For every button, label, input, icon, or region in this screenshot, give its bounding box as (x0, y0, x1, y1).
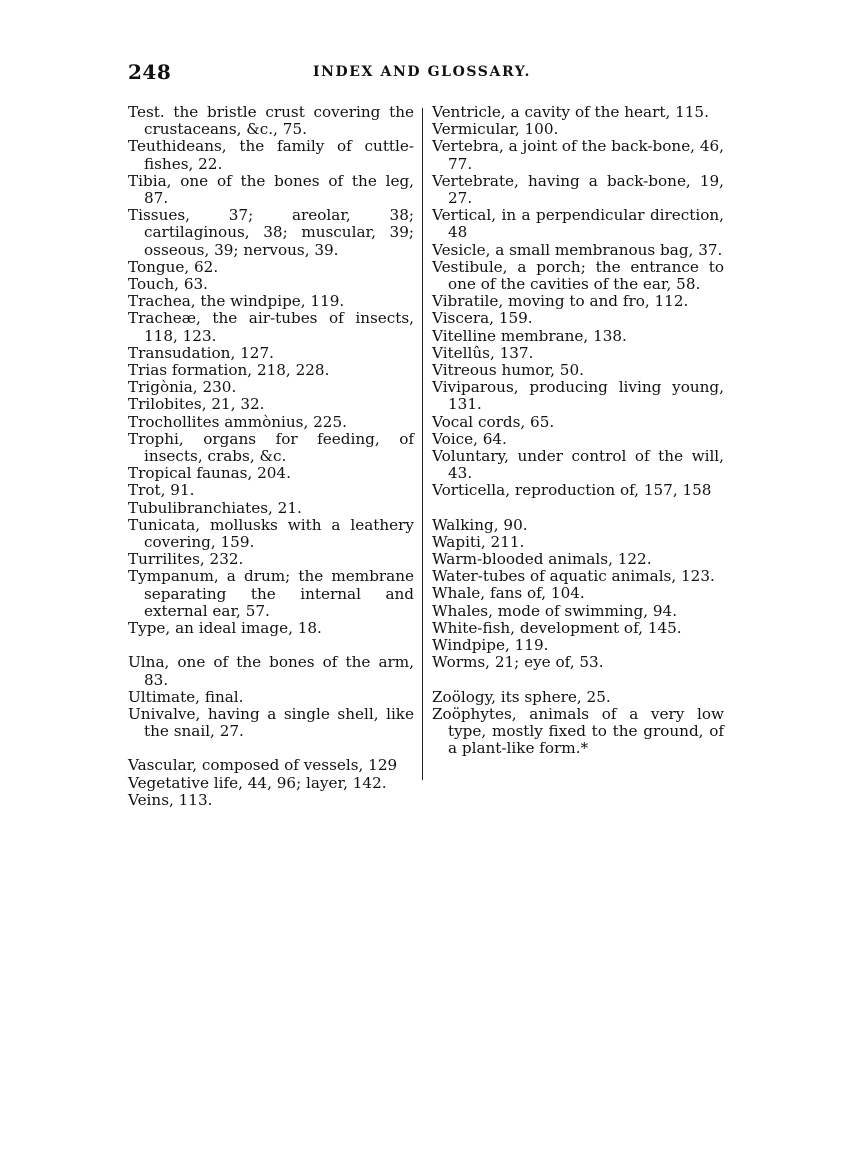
index-entry: Tropical faunas, 204. (128, 464, 291, 483)
index-entry: Tubulibranchiates, 21. (128, 498, 302, 517)
index-entry: Tracheæ, the air-tubes of insects, 118, 123. (128, 309, 414, 345)
index-entry: Walking, 90. (432, 515, 528, 534)
index-entry: Ventricle, a cavity of the heart, 115. (432, 103, 709, 121)
index-column-left (128, 104, 414, 826)
index-entry: Turrilites, 232. (128, 550, 244, 569)
index-entry: Vascular, composed of vessels, 129 (128, 756, 398, 775)
index-entry: Zoölogy, its sphere, 25. (432, 687, 611, 706)
index-entry: Vermicular, 100. (432, 120, 559, 139)
index-entry: Vesicle, a small membranous bag, 37. (432, 240, 723, 259)
index-entry: Trochollites ammònius, 225. (128, 412, 347, 431)
index-entry: Tunicata, mollusks with a leathery covering, 159. (128, 515, 414, 552)
index-entry: Vocal cords, 65. (432, 412, 555, 431)
index-entry: Water-tubes of aquatic animals, 123. (432, 567, 715, 586)
index-entry: Vestibule, a porch; the entrance to one of the cavities of the ear, 58. (432, 257, 724, 294)
index-entry: Warm-blooded animals, 122. (432, 550, 652, 569)
index-entry: Windpipe, 119. (432, 636, 549, 655)
index-entry: Whale, fans of, 104. (432, 584, 585, 603)
index-entry: Zoöphytes, animals of a very low type, mostly fixed to the ground, of a plant-like form.* (432, 704, 724, 758)
index-letter-group (128, 757, 414, 809)
index-entry: Viviparous, producing living young, 131. (432, 378, 724, 414)
index-entry: Trachea, the windpipe, 119. (128, 292, 345, 311)
index-entry: Vertebrate, having a back-bone, 19, 27. (432, 171, 724, 208)
index-entry: Teuthideans, the family of cuttle-fishes, 22. (128, 137, 414, 173)
index-entry: Tympanum, a drum; the membrane separating the internal and external ear, 57. (128, 567, 414, 620)
index-entry: Trophi, organs for feeding, of insects, crabs, &c. (128, 429, 414, 466)
index-entry: Vibratile, moving to and fro, 112. (432, 292, 689, 311)
index-entry: White-fish, development of, 145. (432, 618, 682, 637)
index-entry: Veins, 113. (128, 790, 213, 809)
index-letter-group (128, 104, 414, 637)
index-entry: Vegetative life, 44, 96; layer, 142. (128, 773, 387, 792)
index-letter-group (432, 689, 724, 758)
index-column-right (432, 104, 724, 774)
index-entry: Vertical, in a perpendicular direction, 48 (432, 206, 724, 242)
index-entry: Vitelline membrane, 138. (432, 326, 627, 345)
index-entry: Worms, 21; eye of, 53. (432, 653, 604, 672)
index-entry: Viscera, 159. (432, 309, 533, 328)
index-entry: Trot, 91. (128, 481, 195, 500)
index-entry: Tissues, 37; areolar, 38; cartilaginous, 38; muscular, 39; osseous, 39; nervous, 39. (128, 206, 414, 259)
index-entry: Transudation, 127. (128, 343, 274, 362)
index-letter-group (128, 654, 414, 740)
index-entry: Vitellûs, 137. (432, 343, 534, 362)
index-entry: Vitreous humor, 50. (432, 361, 584, 380)
index-entry: Ulna, one of the bones of the arm, 83. (128, 653, 414, 689)
index-entry: Type, an ideal image, 18. (128, 619, 322, 638)
index-entry: Touch, 63. (128, 275, 208, 294)
index-entry: Trilobites, 21, 32. (128, 395, 265, 414)
index-entry: Tibia, one of the bones of the leg, 87. (128, 171, 414, 208)
index-letter-group (432, 104, 724, 500)
index-entry: Vorticella, reproduction of, 157, 158 (432, 481, 712, 500)
index-entry: Voluntary, under control of the will, 43. (432, 447, 724, 483)
index-entry: Trias formation, 218, 228. (128, 361, 330, 380)
index-letter-group (432, 517, 724, 672)
index-entry: Univalve, having a single shell, like the snail, 27. (128, 704, 414, 741)
running-head: INDEX AND GLOSSARY. (313, 64, 532, 80)
index-entry: Tongue, 62. (128, 257, 219, 276)
index-entry: Vertebra, a joint of the back-bone, 46, 77. (432, 137, 724, 173)
index-entry: Ultimate, final. (128, 687, 244, 706)
index-entry: Voice, 64. (432, 429, 507, 448)
index-entry: Trigònia, 230. (128, 378, 237, 397)
index-entry: Wapiti, 211. (432, 532, 525, 551)
page-number: 248 (128, 60, 172, 84)
index-entry: Test. the bristle crust covering the crustaceans, &c., 75. (128, 103, 414, 139)
index-entry: Whales, mode of swimming, 94. (432, 601, 678, 620)
column-divider (422, 108, 423, 780)
